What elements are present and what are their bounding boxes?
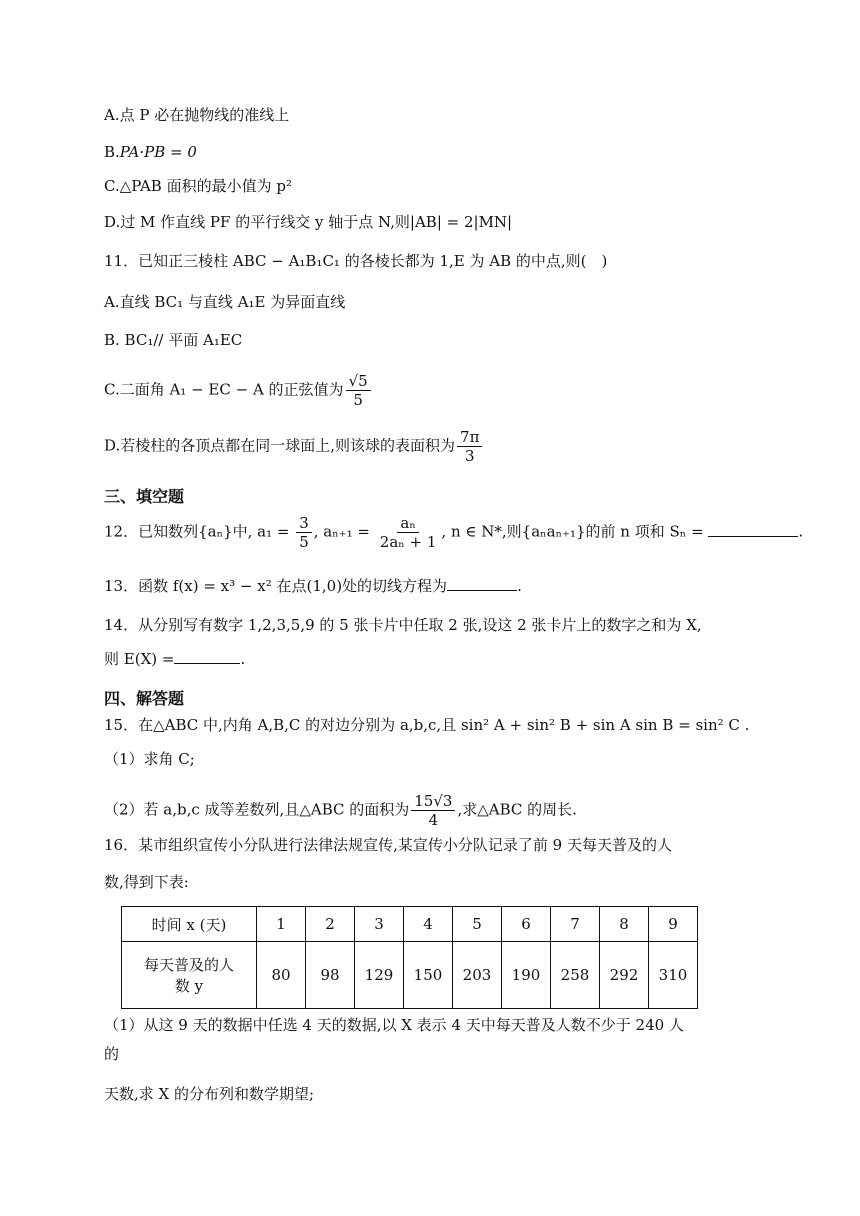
table-row-days xyxy=(122,907,698,942)
q15-part1: （1）求角 C; xyxy=(104,750,195,768)
q10-option-b xyxy=(104,140,197,164)
table-cell-day: 9 xyxy=(649,907,698,942)
table-cell-day: 5 xyxy=(453,907,502,942)
table-cell-count: 258 xyxy=(551,942,600,1009)
q10-option-b-prefix: B. xyxy=(104,143,120,161)
q12-part1: 12．已知数列{aₙ}中, a₁ = xyxy=(104,522,290,541)
section-heading-solutions: 四、解答题 xyxy=(104,689,185,708)
q11-option-d-prefix: D.若棱柱的各顶点都在同一球面上,则该球的表面积为 xyxy=(104,436,456,455)
table-cell-day: 4 xyxy=(404,907,453,942)
table-cell-count: 292 xyxy=(600,942,649,1009)
table-cell-count: 310 xyxy=(649,942,698,1009)
table-cell-day: 7 xyxy=(551,907,600,942)
q15-part2-prefix: （2）若 a,b,c 成等差数列,且△ABC 的面积为 xyxy=(104,800,410,819)
table-header-days: 时间 x (天) xyxy=(122,907,257,942)
q12-part4: . xyxy=(798,522,804,541)
q16-part1-line1: （1）从这 9 天的数据中任选 4 天的数据,以 X 表示 4 天中每天普及人数不少于 240 人 xyxy=(104,1016,684,1034)
table-cell-count: 150 xyxy=(404,942,453,1009)
q16-line2: 数,得到下表: xyxy=(104,873,189,891)
table-cell-count: 190 xyxy=(502,942,551,1009)
fraction-denominator: 5 xyxy=(299,533,309,551)
q13-part1: 13．函数 f(x) = x³ − x² 在点(1,0)处的切线方程为 xyxy=(104,577,448,595)
q14-line2-suffix: . xyxy=(240,650,246,668)
q13-answer-blank[interactable] xyxy=(447,576,517,591)
fraction-denominator: 4 xyxy=(428,811,439,829)
q12 xyxy=(104,514,803,551)
table-row-counts xyxy=(122,942,698,1009)
q15-stem: 15．在△ABC 中,内角 A,B,C 的对边分别为 a,b,c,且 sin² A + sin² B + sin A sin B = sin² C . xyxy=(104,716,750,734)
q11-option-d-fraction xyxy=(457,428,482,465)
fraction-numerator: 15√3 xyxy=(411,792,455,811)
table-cell-count: 203 xyxy=(453,942,502,1009)
q14-line1: 14．从分别写有数字 1,2,3,5,9 的 5 张卡片中任取 2 张,设这 2 张卡片上的数字之和为 X, xyxy=(104,616,702,634)
table-header-counts-line2: 数 y xyxy=(174,977,204,995)
table-cell-count: 98 xyxy=(306,942,355,1009)
q10-option-a: A.点 P 必在抛物线的准线上 xyxy=(104,106,290,124)
q13-part2: . xyxy=(517,577,522,595)
fraction-denominator: 2aₙ + 1 xyxy=(379,533,437,551)
fraction-denominator: 5 xyxy=(353,391,363,409)
table-cell-day: 2 xyxy=(306,907,355,942)
section-heading-fill-in: 三、填空题 xyxy=(104,487,185,506)
q11-option-b: B. BC₁// 平面 A₁EC xyxy=(104,331,243,349)
table-cell-day: 8 xyxy=(600,907,649,942)
table-header-counts-line1: 每天普及的人 xyxy=(143,956,234,974)
table-cell-day: 6 xyxy=(502,907,551,942)
q11-option-c xyxy=(104,372,373,409)
q13 xyxy=(104,574,522,598)
q14-line2 xyxy=(104,647,245,671)
table-cell-day: 3 xyxy=(355,907,404,942)
q16-data-table xyxy=(121,906,698,1009)
q11-stem: 11．已知正三棱柱 ABC − A₁B₁C₁ 的各棱长都为 1,E 为 AB 的中点,则( ) xyxy=(104,252,608,270)
fraction-numerator: √5 xyxy=(346,372,371,391)
q16-line1: 16．某市组织宣传小分队进行法律法规宣传,某宣传小分队记录了前 9 天每天普及的人 xyxy=(104,836,672,854)
q12-part2: , aₙ₊₁ = xyxy=(313,522,371,541)
fraction-numerator: 7π xyxy=(457,428,482,447)
fraction-numerator: aₙ xyxy=(397,514,418,533)
q10-option-b-expr: PA·PB = 0 xyxy=(119,143,197,161)
q12-part3: , n ∈ N*,则{aₙaₙ₊₁}的前 n 项和 Sₙ = xyxy=(441,522,704,541)
q11-option-c-prefix: C.二面角 A₁ − EC − A 的正弦值为 xyxy=(104,380,344,399)
q14-answer-blank[interactable] xyxy=(174,649,240,664)
q11-option-c-fraction xyxy=(346,372,371,409)
q16-part1-line2: 的 xyxy=(104,1045,120,1063)
q15-part2 xyxy=(104,792,577,829)
q11-option-a: A.直线 BC₁ 与直线 A₁E 为异面直线 xyxy=(104,293,346,311)
q10-option-d: D.过 M 作直线 PF 的平行线交 y 轴于点 N,则|AB| = 2|MN| xyxy=(104,213,513,231)
q15-area-fraction xyxy=(411,792,455,829)
table-cell-day: 1 xyxy=(257,907,306,942)
q11-option-d xyxy=(104,428,484,465)
q12-fraction-1 xyxy=(296,514,312,551)
q12-fraction-2 xyxy=(377,514,440,551)
table-header-counts xyxy=(122,942,257,1009)
q10-option-c: C.△PAB 面积的最小值为 p² xyxy=(104,177,292,195)
table-cell-count: 129 xyxy=(355,942,404,1009)
fraction-numerator: 3 xyxy=(296,514,312,533)
q14-line2-prefix: 则 E(X) = xyxy=(104,650,175,668)
fraction-denominator: 3 xyxy=(464,447,475,465)
q12-answer-blank[interactable] xyxy=(708,522,798,537)
q15-part2-suffix: ,求△ABC 的周长. xyxy=(457,800,577,819)
table-cell-count: 80 xyxy=(257,942,306,1009)
q16-part1-line3: 天数,求 X 的分布列和数学期望; xyxy=(104,1085,315,1103)
